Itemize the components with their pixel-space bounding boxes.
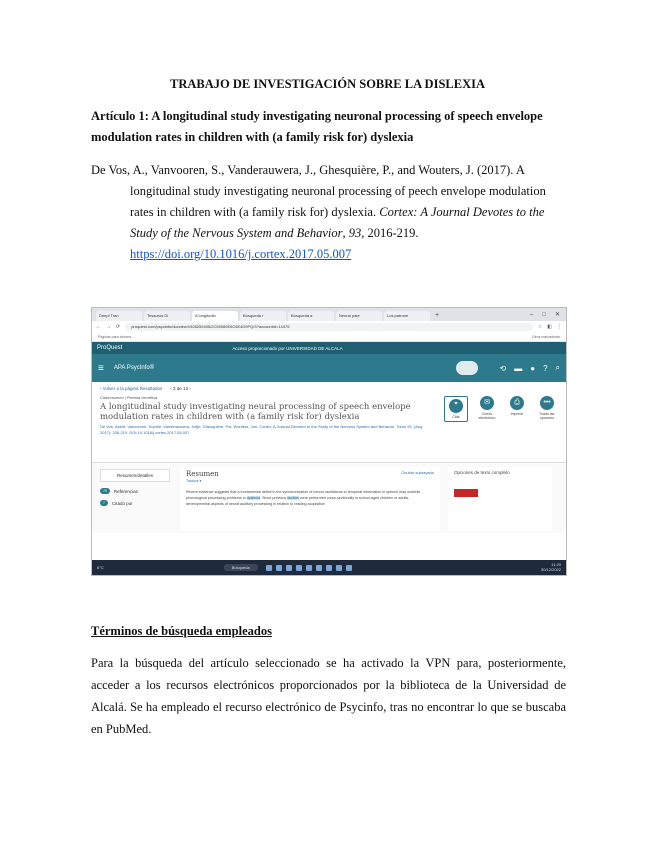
windows-taskbar — [92, 560, 566, 575]
reference-authors: De Vos, A., Vanvooren, S., Vanderauwera, J., Ghesquière, P., and Wouters, J. (2017). A longitudinal study investigating neuronal processing of peech envelope modulation rates in children with (a family risk for) dyslexia. — [91, 163, 546, 219]
more-icon: ••• — [540, 396, 554, 410]
app-icon[interactable] — [286, 565, 292, 571]
doi-link[interactable]: https://doi.org/10.1016/j.cortex.2017.05.007 — [130, 247, 352, 261]
taskbar-clock[interactable] — [541, 563, 561, 572]
user-icon[interactable]: ● — [530, 363, 536, 373]
all-options-button[interactable] — [536, 396, 558, 422]
print-button[interactable] — [506, 396, 528, 422]
maximize-icon[interactable]: □ — [542, 312, 546, 318]
mail-icon: ✉ — [480, 396, 494, 410]
folder-icon[interactable]: ▬ — [514, 363, 523, 373]
proquest-screenshot — [91, 307, 567, 576]
browser-tab[interactable]: Neural pate — [336, 311, 382, 321]
highlighted-term: dyslexia — [246, 496, 261, 500]
abstract-text-part: Recent evidence suggests that a fundamental deficit in the synchronization of neural oscillations to temporal information in speech may underlie phonological processing problems in — [186, 490, 421, 500]
back-to-results-link[interactable]: ‹ Volver a la página Resultados — [100, 386, 163, 391]
all-options-label: Todas las opciones — [539, 412, 555, 420]
close-icon[interactable]: ✕ — [554, 312, 560, 318]
email-label: Correo electrónico — [478, 412, 496, 420]
browser-tab[interactable]: Los patrone — [384, 311, 430, 321]
document-view — [92, 382, 566, 540]
access-notice: Acceso proporcionado por UNIVERSIDAD DE ALCALA — [232, 345, 343, 351]
record-type: Cita/resumen | Revista científica — [100, 395, 158, 400]
article-heading: Artículo 1: A longitudinal study investigating neuronal processing of speech envelope modulation rates in children with (a family risk for) dyslexia — [91, 109, 543, 144]
abstract-text — [186, 489, 434, 507]
forward-arrow-icon[interactable]: → — [106, 324, 111, 330]
reference-sep: , — [342, 226, 349, 240]
back-arrow-icon[interactable]: ← — [96, 324, 101, 330]
pdf-link-icon[interactable] — [454, 489, 478, 497]
apa-header — [92, 354, 566, 382]
history-icon[interactable]: ⟲ — [499, 363, 507, 373]
record-actions — [444, 396, 558, 422]
result-pager[interactable]: ‹ 3 de 13 › — [170, 386, 191, 391]
app-icon[interactable] — [296, 565, 302, 571]
app-icon[interactable] — [306, 565, 312, 571]
translate-dropdown[interactable]: Traducir ▾ — [186, 479, 202, 483]
reference-pages: , 2016-219. — [361, 226, 419, 240]
abstract-text-part: were performed cross-sectionally in school-aged children or adults, developmental aspects of neural auditory processing in relation to reading acquisition — [186, 496, 410, 506]
record-left-nav — [100, 469, 170, 506]
taskbar-search[interactable]: Búsqueda — [224, 564, 258, 571]
print-label: Imprimir — [510, 412, 524, 416]
browser-tab[interactable]: Deepl Tran — [96, 311, 142, 321]
cited-by-count: 7 — [100, 500, 108, 506]
new-tab-icon[interactable]: + — [434, 312, 440, 319]
reload-icon[interactable]: ⟳ — [116, 324, 121, 330]
bookmarks-bar — [92, 333, 566, 342]
app-icon[interactable] — [316, 565, 322, 571]
references-label: Referencias — [113, 488, 138, 494]
app-icon[interactable] — [276, 565, 282, 571]
app-icon[interactable] — [346, 565, 352, 571]
app-icon[interactable] — [326, 565, 332, 571]
address-bar-row — [92, 321, 566, 333]
summary-tab[interactable]: Resumen/detalles — [100, 469, 170, 482]
cited-by-label: Citado por — [111, 500, 133, 506]
app-icon[interactable] — [266, 565, 272, 571]
extensions-icon[interactable]: ◧ — [547, 324, 552, 330]
fulltext-panel — [448, 467, 552, 531]
browser-tab[interactable]: Búsqueda r — [240, 311, 286, 321]
browser-tab-active[interactable]: A longitudin — [192, 311, 238, 321]
database-name: APA PsycInfo® — [113, 365, 155, 371]
references-link[interactable] — [100, 488, 170, 494]
browser-tab[interactable]: Tesauros Di — [144, 311, 190, 321]
other-bookmarks[interactable]: Otros marcadores — [531, 335, 560, 339]
hamburger-menu-icon[interactable]: ≡ — [98, 362, 104, 374]
menu-dots-icon[interactable]: ⋮ — [557, 324, 562, 330]
help-icon[interactable]: ? — [543, 363, 548, 373]
quote-icon: ❞ — [449, 399, 463, 413]
app-icon[interactable] — [336, 565, 342, 571]
fulltext-heading: Opciones de texto completo — [454, 470, 510, 475]
section-heading: Términos de búsqueda empleados — [91, 624, 272, 638]
window-controls — [530, 309, 566, 321]
search-icon[interactable]: ⌕ — [555, 363, 560, 372]
header-icons — [456, 361, 560, 375]
body-paragraph: Para la búsqueda del artículo seleccionado se ha activado la VPN para, posteriormente, acceder a los recursos electrónicos proporcionados por la biblioteca de la Universidad de Alcalá. Se ha empleado el recurso electrónico de Psycinfo, tras no encontrar lo que se buscaba en PubMed. — [91, 656, 566, 736]
url-field[interactable]: proquest.com/psycinfo/docview/1928259405/2C59080E6C6E4D9PQ/3?accountid=14475 — [125, 323, 533, 331]
record-title: A longitudinal study investigating neural processing of speech envelope modulation rates in children with (a family risk for) dyslexia — [100, 402, 411, 422]
record-panels — [92, 462, 566, 533]
printer-icon: ⎙ — [510, 396, 524, 410]
cited-by-link[interactable] — [100, 500, 170, 506]
cite-label: Citar — [452, 415, 460, 419]
highlighted-term: studies — [287, 496, 299, 500]
reference-entry — [91, 160, 566, 265]
proquest-logo[interactable]: ProQuest — [97, 345, 123, 351]
bookmark-item[interactable]: Páginas para informe... — [98, 335, 135, 339]
proquest-header — [92, 342, 566, 354]
abstract-heading: Resumen — [186, 470, 219, 478]
star-icon[interactable]: ☆ — [537, 324, 543, 330]
result-nav — [100, 386, 558, 391]
apa-logo — [456, 361, 478, 375]
abstract-text-part: . Since previous — [260, 496, 288, 500]
abstract-panel — [180, 467, 440, 531]
reference-volume: 93 — [348, 226, 362, 240]
clock-date: 30/12/2022 — [540, 566, 561, 572]
minimize-icon[interactable]: – — [530, 312, 534, 318]
cite-button[interactable] — [444, 396, 468, 422]
clock-time: 11:20 — [551, 562, 561, 567]
page-title: TRABAJO DE INVESTIGACIÓN SOBRE LA DISLEXIA — [169, 77, 485, 91]
browser-tab-bar — [92, 308, 566, 321]
taskbar-apps — [266, 565, 352, 571]
email-button[interactable] — [476, 396, 498, 422]
weather-widget[interactable]: 6°C — [97, 565, 104, 570]
browser-tab[interactable]: Búsqueda a — [288, 311, 334, 321]
hide-highlight-link[interactable]: Ocultar subrayado — [401, 470, 434, 475]
reference-journal: Cortex: A Journal Devotes to the Study of the Nervous System and Behavior — [130, 205, 545, 240]
references-count: 70 — [100, 488, 110, 494]
record-authors[interactable]: De Vos, Astrid; Vanvooren, Sophie; Vanderauwera, Jolijn; Ghesquière, Pol; Wouters, Jan. Cortex; A Journal Devoted to the Study of the Nervous System and Behavior. Tomo 93, (Aug 2017): 206-219. DOI:10.1016/j.cortex.2017.05.007 — [100, 424, 423, 435]
